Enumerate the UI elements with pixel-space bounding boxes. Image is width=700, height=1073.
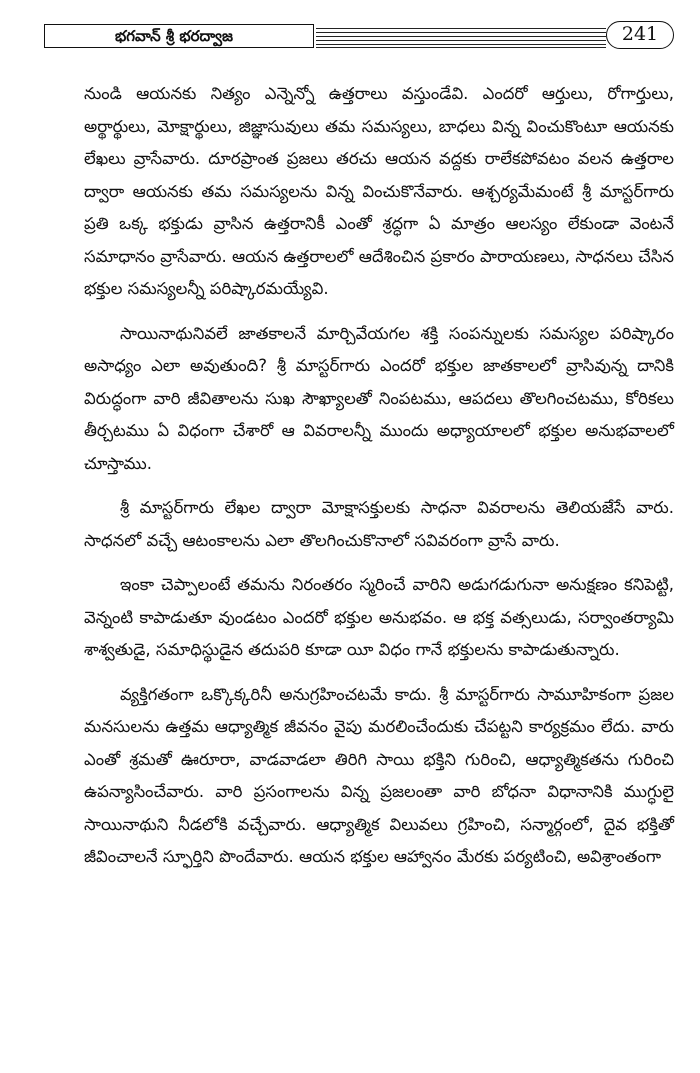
paragraph: వ్యక్తిగతంగా ఒక్కొక్కరినీ అనుగ్రహించటమే కాదు. శ్రీ మాస్టర్‌గారు సామూహికంగా ప్రజల మనసులను ఉత్తమ ఆధ్యాత్మిక జీవనం వైపు మరలించేందుకు చేపట్టని కార్యక్రమం లేదు. వారు ఎంతో శ్రమతో ఊరూరా, వాడవాడలా తిరిగి సాయి భక్తిని గురించి, ఆధ్యాత్మికతను గురించి ఉపన్యాసించేవారు. వారి ప్రసంగాలను విన్న ప్రజలంతా వారి బోధనా విధానానికి ముగ్ధులై సాయినాథుని నీడలోకి వచ్చేవారు. ఆధ్యాత్మిక విలువలు గ్రహించి, సన్మార్గంలో, దైవ భక్తితో జీవించాలనే స్ఫూర్తిని పొందేవారు. ఆయన భక్తుల ఆహ్వానం మేరకు పర్యటించి, అవిశ్రాంతంగా	[84, 684, 675, 866]
running-title: భగవాన్ శ్రీ భరద్వాజ	[44, 24, 314, 48]
page-header	[44, 24, 674, 52]
paragraph: ఇంకా చెప్పాలంటే తమను నిరంతరం స్మరించే వారిని అడుగడుగునా అనుక్షణం కనిపెట్టి, వెన్నంటి కాపాడుతూ వుండటం ఎందరో భక్తుల అనుభవం. ఆ భక్త వత్సలుడు, సర్వాంతర్యామి శాశ్వతుడై, సమాధిస్థుడైన తదుపరి కూడా యీ విధం గానే భక్తులను కాపాడుతున్నారు.	[84, 575, 674, 659]
paragraph: సాయినాథునివలే జాతకాలనే మార్చివేయగల శక్తి సంపన్నులకు సమస్యల పరిష్కారం అసాధ్యం ఎలా అవుతుంది? శ్రీ మాస్టర్‌గారు ఎందరో భక్తుల జాతకాలలో వ్రాసివున్న దానికి విరుద్ధంగా వారి జీవితాలను సుఖ సౌఖ్యాలతో నింపటము, ఆపదలు తొలగించటము, కోరికలు తీర్చటము ఏ విధంగా చేశారో ఆ వివరాలన్నీ ముందు అధ్యాయాలలో భక్తుల అనుభవాలలో చూస్తాము.	[84, 323, 674, 473]
body-text	[84, 78, 674, 886]
page-number: 241	[606, 21, 674, 49]
paragraph: నుండి ఆయనకు నిత్యం ఎన్నెన్నో ఉత్తరాలు వస్తుండేవి. ఎందరో ఆర్తులు, రోగార్తులు, అర్థార్థులు, మోక్షార్థులు, జిజ్ఞాసువులు తమ సమస్యలు, బాధలు విన్న వించుకొంటూ ఆయనకు లేఖలు వ్రాసేవారు. దూరప్రాంత ప్రజలు తరచు ఆయన వద్దకు రాలేకపోవటం వలన ఉత్తరాల ద్వారా ఆయనకు తమ సమస్యలను విన్న వించుకొనేవారు. ఆశ్చర్యమేమంటే శ్రీ మాస్టర్‌గారు ప్రతి ఒక్క భక్తుడు వ్రాసిన ఉత్తరానికీ ఎంతో శ్రద్ధగా ఏ మాత్రం ఆలస్యం లేకుండా వెంటనే సమాధానం వ్రాసేవారు. ఆయన ఉత్తరాలలో ఆదేశించిన ప్రకారం పారాయణలు, సాధనలు చేసిన భక్తుల సమస్యలన్నీ పరిష్కారమయ్యేవి.	[84, 84, 674, 298]
header-rule-lines	[316, 24, 606, 48]
paragraph: శ్రీ మాస్టర్‌గారు లేఖల ద్వారా మోక్షాసక్తులకు సాధనా వివరాలను తెలియజేసే వారు. సాధనలో వచ్చే ఆటంకాలను ఎలా తొలగించుకొనాలో సవివరంగా వ్రాసే వారు.	[84, 498, 674, 550]
